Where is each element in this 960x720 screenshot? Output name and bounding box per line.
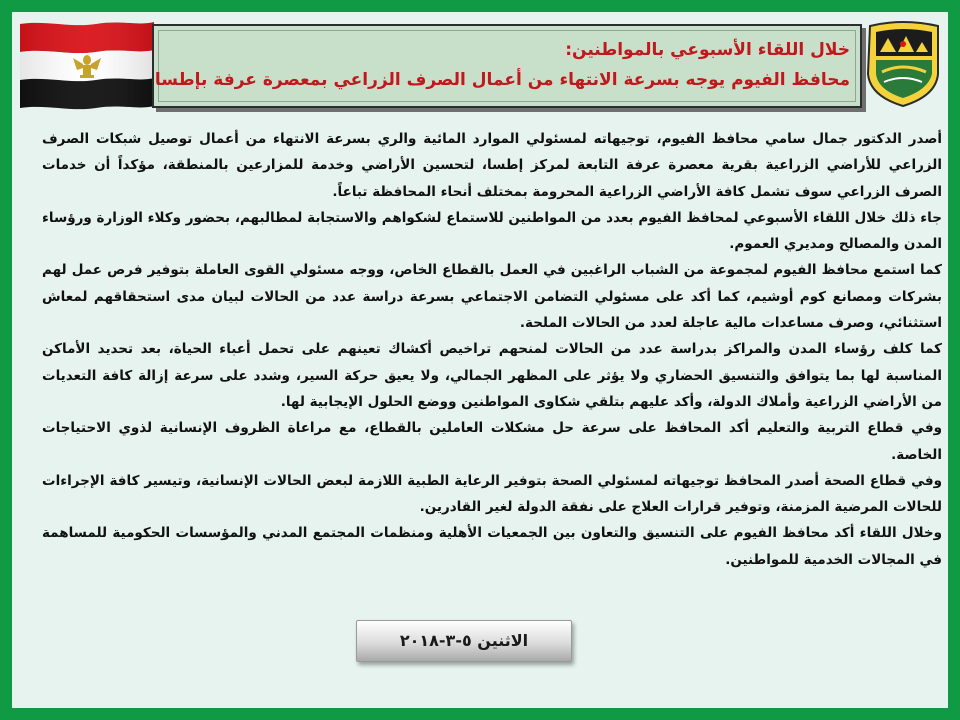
article-paragraph: وفي قطاع التربية والتعليم أكد المحافظ على سرعة حل مشكلات العاملين بالقطاع، مع مراعاة الظروف الإنسانية لذوي الاحتياجات الخاصة. [42, 420, 942, 463]
headline-box [152, 24, 862, 108]
article-paragraph: وخلال اللقاء أكد محافظ الفيوم على التنسيق والتعاون بين الجمعيات الأهلية ومنظمات المجتمع المدني والمؤسسات الحكومية للمساهمة في المجالات الخدمية للمواطنين. [42, 525, 942, 568]
article-paragraph: وفي قطاع الصحة أصدر المحافظ توجيهاته لمسئولي الصحة بتوفير الرعاية الطبية اللازمة لبعض الحالات الإنسانية، وتيسير كافة الإجراءات للحالات المرضية المزمنة، وتوفير قرارات العلاج على نفقة الدولة لغير القادرين. [42, 472, 942, 516]
article-paragraph: أصدر الدكتور جمال سامي محافظ الفيوم، توجيهاته لمسئولي الموارد المائية والري بسرعة الانتهاء من أعمال توصيل شبكات الصرف الزراعي للأراضي الزراعية بقرية معصرة عرفة التابعة لمركز إطسا، لتحسين الأراضي وخدمة للمزارعين بالمنطقة، مؤكداً أن خدمات الصرف الزراعي سوف تشمل كافة الأراضي الزراعية المحرومة بمختلف أنحاء المحافظة تباعاً. [42, 131, 942, 200]
fayoum-governorate-logo-icon [858, 16, 948, 110]
headline-line-2: محافظ الفيوم يوجه بسرعة الانتهاء من أعمال الصرف الزراعي بمعصرة عرفة بإطسا [154, 70, 850, 90]
article-paragraph: كما استمع محافظ الفيوم لمجموعة من الشباب الراغبين في العمل بالقطاع الخاص، ووجه مسئولي القوى العاملة بتوفير فرص عمل لهم بشركات ومصانع كوم أوشيم، كما أكد على مسئولي التضامن الاجتماعي بسرعة دراسة عدد من الحالات لبيان مدى استحقاقهم لمعاش استثنائي، وصرف مساعدات مالية عاجلة لعدد من الحالات الملحة. [42, 262, 942, 332]
headline-line-1: خلال اللقاء الأسبوعي بالمواطنين: [565, 40, 850, 60]
egypt-flag-icon [16, 18, 156, 110]
publication-date: الاثنين ٥-٣-٢٠١٨ [399, 631, 529, 650]
content-panel [12, 12, 948, 708]
article-body [42, 126, 942, 573]
date-badge [356, 620, 572, 662]
article-paragraph: كما كلف رؤساء المدن والمراكز بدراسة عدد من الحالات لمنحهم تراخيص أكشاك تعينهم على تحمل أعباء الحياة، بعد تحديد الأماكن المناسبة لها بما يتوافق والتنسيق الحضاري ولا يؤثر على المظهر الجمالي، ولا يعيق حركة السير، وشدد على سرعة إزالة كافة التعديات من الأراضي الزراعية وأملاك الدولة، وأكد عليهم بتلقي شكاوى المواطنين ووضع الحلول الإيجابية لها. [42, 341, 942, 410]
article-paragraph: جاء ذلك خلال اللقاء الأسبوعي لمحافظ الفيوم بعدد من المواطنين للاستماع لشكواهم والاستجابة لمطالبهم، بحضور وكلاء الوزارة ورؤساء المدن والمصالح ومديري العموم. [42, 209, 942, 253]
